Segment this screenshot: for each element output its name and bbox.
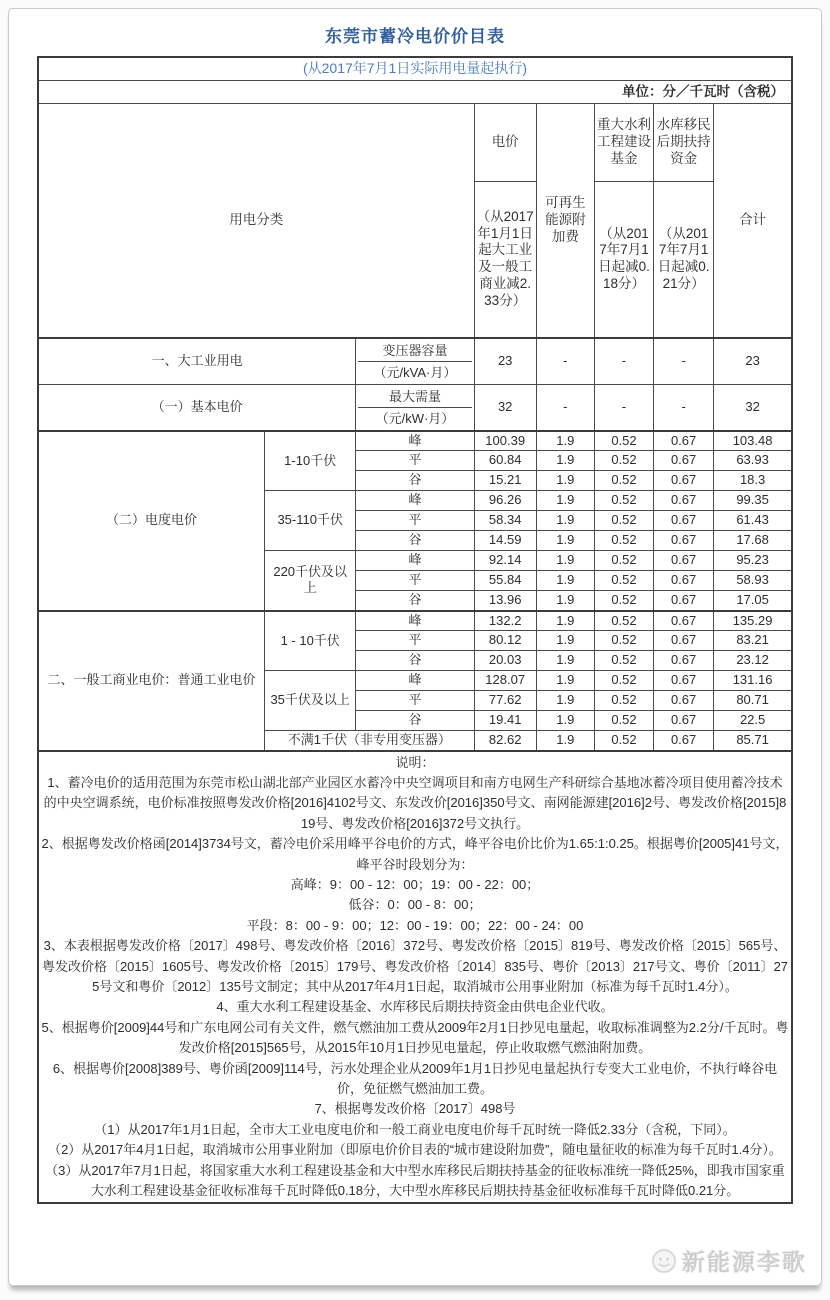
value-cell: 13.96 [474, 591, 536, 611]
tier-cell: 平 [356, 451, 474, 471]
value-cell: 0.67 [654, 671, 714, 691]
header-total: 合计 [714, 104, 792, 338]
note-line: 6、根据粤价[2008]389号、粤价函[2009]114号，污水处理企业从2009年1月1日抄见电量起执行专变大工业电价，不执行峰谷电价，免征燃气燃油加工费。 [52, 1060, 778, 1096]
notes-section [38, 751, 792, 1204]
value-cell: 0.67 [654, 691, 714, 711]
value-cell: 1.9 [536, 691, 594, 711]
value-cell: 0.52 [594, 571, 653, 591]
header-water-fund-note: （从2017年7月1日起减0.18分） [594, 182, 653, 338]
value-cell: 0.67 [654, 491, 714, 511]
tier-cell: 谷 [356, 471, 474, 491]
table-row [38, 611, 792, 631]
value-cell: 0.67 [654, 571, 714, 591]
value-cell: 55.84 [474, 571, 536, 591]
value-cell: 18.3 [714, 471, 792, 491]
value-cell: 0.67 [654, 531, 714, 551]
value-cell: 82.62 [474, 731, 536, 751]
value-cell: - [594, 384, 653, 431]
value-cell: 60.84 [474, 451, 536, 471]
value-cell: 0.52 [594, 531, 653, 551]
value-cell: 15.21 [474, 471, 536, 491]
value-cell: 135.29 [714, 611, 792, 631]
tier-cell: 平 [356, 511, 474, 531]
value-cell: 58.93 [714, 571, 792, 591]
value-cell: 1.9 [536, 451, 594, 471]
value-cell: 83.21 [714, 631, 792, 651]
value-cell: 17.05 [714, 591, 792, 611]
value-cell: 0.52 [594, 431, 653, 451]
voltage-cell: 1-10千伏 [265, 431, 356, 491]
value-cell: 0.52 [594, 691, 653, 711]
tier-cell: 平 [356, 691, 474, 711]
value-cell: 0.67 [654, 511, 714, 531]
value-cell: 0.67 [654, 431, 714, 451]
value-cell: 85.71 [714, 731, 792, 751]
tier-cell: 谷 [356, 591, 474, 611]
voltage-cell: 35千伏及以上 [265, 671, 356, 731]
value-cell: 1.9 [536, 511, 594, 531]
voltage-cell: 220千伏及以上 [265, 551, 356, 611]
value-cell: 96.26 [474, 491, 536, 511]
value-cell: 0.52 [594, 591, 653, 611]
value-cell: 80.71 [714, 691, 792, 711]
meter-label: 最大需量 [388, 388, 441, 404]
value-cell: 0.52 [594, 731, 653, 751]
tier-cell: 谷 [356, 651, 474, 671]
value-cell: 0.67 [654, 471, 714, 491]
value-cell: 1.9 [536, 711, 594, 731]
table-row [38, 338, 792, 385]
category-cell: 一、大工业用电 [38, 338, 356, 385]
table-row [38, 384, 792, 431]
value-cell: 0.67 [654, 711, 714, 731]
value-cell: 0.52 [594, 551, 653, 571]
document-card [8, 8, 822, 1286]
meter-unit: （元/kVA·月） [358, 361, 471, 383]
value-cell: 23.12 [714, 651, 792, 671]
value-cell: 0.52 [594, 631, 653, 651]
tariff-table [37, 56, 793, 1204]
value-cell: 0.52 [594, 671, 653, 691]
value-cell: 103.48 [714, 431, 792, 451]
value-cell: 0.67 [654, 611, 714, 631]
note-line: 5、根据粤价[2009]44号和广东电网公司有关文件，燃气燃油加工费从2009年2月1日抄见电量起，收取标准调整为2.2分/千瓦时。粤发改价格[2015]565号，从2015年10月1日抄见电量起，停止收取燃气燃油附加费。 [41, 1019, 789, 1056]
value-cell: 20.03 [474, 651, 536, 671]
header-reservoir-fund: 水库移民后期扶持资金 [654, 104, 714, 182]
value-cell: 1.9 [536, 491, 594, 511]
tier-cell: 谷 [356, 531, 474, 551]
voltage-cell: 不满1千伏（非专用变压器） [265, 731, 475, 751]
value-cell: 1.9 [536, 571, 594, 591]
value-cell: 19.41 [474, 711, 536, 731]
note-line: 高峰：9：00 - 12：00；19：00 - 22：00； [290, 876, 540, 892]
value-cell: 0.67 [654, 551, 714, 571]
value-cell: 77.62 [474, 691, 536, 711]
value-cell: 14.59 [474, 531, 536, 551]
value-cell: 32 [474, 384, 536, 431]
note-line: （2）从2017年4月1日起，取消城市公用事业附加（即原电价价目表的“城市建设附加费”，随电量征收的标准为每千瓦时1.4分）。 [48, 1142, 782, 1158]
note-line: 7、根据粤发改价格〔2017〕498号 [314, 1101, 516, 1117]
tier-cell: 峰 [356, 551, 474, 571]
value-cell: 0.52 [594, 711, 653, 731]
note-line: （3）从2017年7月1日起，将国家重大水利工程建设基金和大中型水库移民后期扶持基金的征收标准统一降低25%，即我市国家重大水利工程建设基金征收标准每千瓦时降低0.18分，大中型水库移民后期扶持基金征收标准每千瓦时降低0.21分。 [45, 1162, 785, 1199]
value-cell: 1.9 [536, 431, 594, 451]
voltage-cell: 35-110千伏 [265, 491, 356, 551]
table-subtitle: (从2017年7月1日实际用电量起执行) [38, 57, 792, 81]
value-cell: 92.14 [474, 551, 536, 571]
value-cell: 23 [714, 338, 792, 385]
value-cell: 22.5 [714, 711, 792, 731]
voltage-cell: 1 - 10千伏 [265, 611, 356, 671]
tier-cell: 平 [356, 631, 474, 651]
note-line: 2、根据粤发改价格函[2014]3734号文，蓄冷电价采用峰平谷电价的方式，峰平谷电价比价为1.65:1:0.25。根据粤价[2005]41号文，峰平谷时段划分为： [41, 836, 789, 872]
header-usage-category: 用电分类 [38, 104, 474, 338]
value-cell: 0.67 [654, 731, 714, 751]
value-cell: - [654, 338, 714, 385]
meter-cell [356, 384, 474, 431]
value-cell: 0.52 [594, 511, 653, 531]
value-cell: 61.43 [714, 511, 792, 531]
value-cell: 1.9 [536, 531, 594, 551]
value-cell: 0.52 [594, 471, 653, 491]
tier-cell: 谷 [356, 711, 474, 731]
value-cell: - [536, 338, 594, 385]
value-cell: 0.52 [594, 491, 653, 511]
tier-cell: 峰 [356, 431, 474, 451]
value-cell: 131.16 [714, 671, 792, 691]
value-cell: 99.35 [714, 491, 792, 511]
header-price-note: （从2017年1月1日起大工业及一般工商业减2.33分） [474, 182, 536, 338]
meter-label: 变压器容量 [382, 342, 448, 358]
header-water-fund: 重大水利工程建设基金 [594, 104, 653, 182]
value-cell: 23 [474, 338, 536, 385]
meter-unit: （元/kW·月） [358, 407, 471, 429]
unit-label: 单位：分／千瓦时（含税） [38, 81, 792, 104]
category-cell: （二）电度电价 [38, 431, 265, 611]
value-cell: 0.52 [594, 451, 653, 471]
value-cell: 58.34 [474, 511, 536, 531]
value-cell: - [594, 338, 653, 385]
tier-cell: 平 [356, 571, 474, 591]
meter-cell [356, 338, 474, 385]
value-cell: 0.67 [654, 631, 714, 651]
value-cell: 1.9 [536, 651, 594, 671]
value-cell: 1.9 [536, 471, 594, 491]
notes-title: 说明： [395, 754, 435, 770]
value-cell: 1.9 [536, 611, 594, 631]
value-cell: - [536, 384, 594, 431]
value-cell: 128.07 [474, 671, 536, 691]
note-line: 4、重大水利工程建设基金、水库移民后期扶持资金由供电企业代收。 [216, 999, 614, 1015]
note-line: （1）从2017年1月1日起，全市大工业电度电价和一般工商业电度电价每千瓦时统一降低2.33分（含税，下同）。 [94, 1121, 736, 1137]
category-cell: （一）基本电价 [38, 384, 356, 431]
value-cell: 0.52 [594, 611, 653, 631]
value-cell: 0.67 [654, 591, 714, 611]
header-reservoir-fund-note: （从2017年7月1日起减0.21分） [654, 182, 714, 338]
tier-cell: 峰 [356, 671, 474, 691]
watermark-logo-icon [651, 1248, 677, 1274]
value-cell: 0.67 [654, 651, 714, 671]
table-row [38, 431, 792, 451]
header-price: 电价 [474, 104, 536, 182]
note-line: 低谷：0：00 - 8：00； [348, 897, 482, 913]
value-cell: 80.12 [474, 631, 536, 651]
header-renewable-surcharge: 可再生能源附加费 [536, 104, 594, 338]
value-cell: 0.52 [594, 651, 653, 671]
category-cell: 二、一般工商业电价：普通工业电价 [38, 611, 265, 751]
value-cell: 1.9 [536, 551, 594, 571]
value-cell: 32 [714, 384, 792, 431]
tier-cell: 峰 [356, 491, 474, 511]
value-cell: 1.9 [536, 631, 594, 651]
value-cell: 63.93 [714, 451, 792, 471]
value-cell: 95.23 [714, 551, 792, 571]
value-cell: 1.9 [536, 731, 594, 751]
value-cell: 1.9 [536, 591, 594, 611]
note-line: 3、本表根据粤发改价格〔2017〕498号、粤发改价格〔2016〕372号、粤发改价格〔2015〕819号、粤发改价格〔2015〕565号、粤发改价格〔2015〕1605号、粤发改价格〔2015〕179号、粤发改价格〔2014〕835号、粤价〔2013〕217号文、粤价〔2011〕275号文和粤价〔2012〕135号文制定；其中从2017年4月1日起，取消城市公用事业附加（标准为每千瓦时1.4分）。 [41, 938, 789, 994]
value-cell: 0.67 [654, 451, 714, 471]
note-line: 平段：8：00 - 9：00；12：00 - 19：00；22：00 - 24：00 [246, 917, 584, 933]
watermark [651, 1244, 807, 1277]
value-cell: 100.39 [474, 431, 536, 451]
tier-cell: 峰 [356, 611, 474, 631]
note-line: 1、蓄冷电价的适用范围为东莞市松山湖北部产业园区水蓄冷中央空调项目和南方电网生产科研综合基地冰蓄冷项目使用蓄冷技术的中央空调系统，电价标准按照粤发改价格[2016]4102号文、东发改价[2016]350号文、南网能源建[2016]2号、粤发改价格[2015]819号、粤发改价格[2016]372号文执行。 [43, 774, 787, 831]
value-cell: 132.2 [474, 611, 536, 631]
value-cell: - [654, 384, 714, 431]
value-cell: 17.68 [714, 531, 792, 551]
value-cell: 1.9 [536, 671, 594, 691]
watermark-text: 新能源李歌 [682, 1249, 807, 1275]
page-title: 东莞市蓄冷电价价目表 [325, 27, 505, 46]
